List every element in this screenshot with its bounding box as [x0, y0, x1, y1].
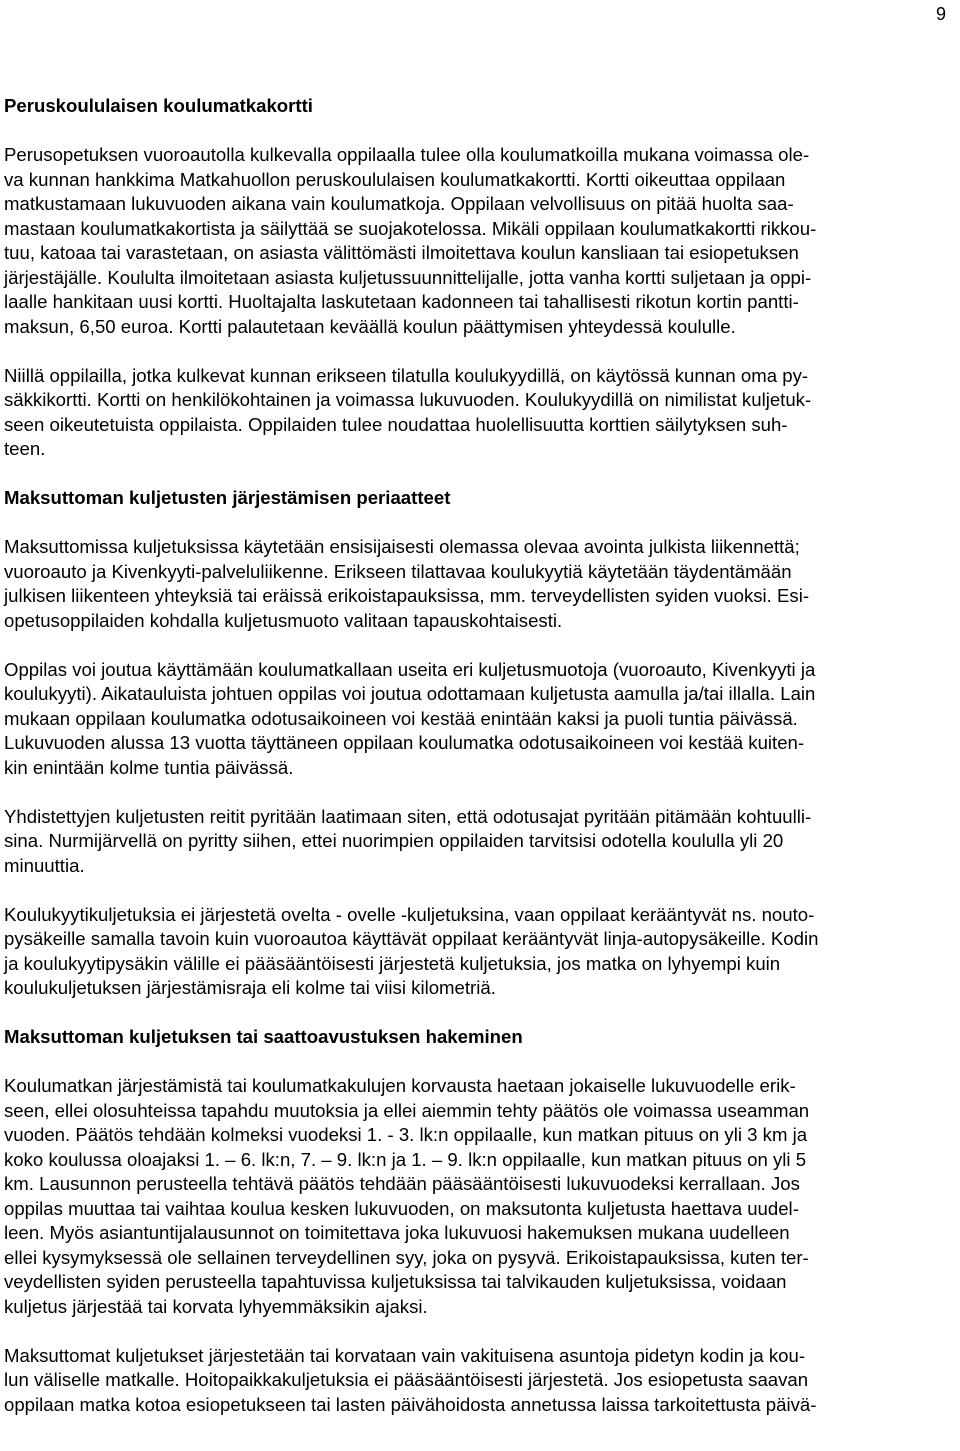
section-heading-hakeminen: Maksuttoman kuljetuksen tai saattoavustuksen hakeminen	[4, 1026, 523, 1047]
section-heading-periaatteet: Maksuttoman kuljetusten järjestämisen periaatteet	[4, 487, 451, 508]
paragraph-julkinen-liikenne: Maksuttomissa kuljetuksissa käytetään ensisijaisesti olemassa olevaa avointa julkista liikennettä; vuoroauto ja Kivenkyyti-palveluliikenne. Erikseen tilattavaa koulukyytiä käytetään täydentämään julkisen liikenteen yhteyksiä tai eräissä erikoistapauksissa, mm. terveydellisten syiden vuoksi. Esi- opetusoppilaiden kohdalla kuljetusmuoto valitaan tapauskohtaisesti.	[4, 536, 810, 631]
page-number: 9	[935, 4, 946, 24]
paragraph-vakituinen-koti: Maksuttomat kuljetukset järjestetään tai korvataan vain vakituisena asuntoja pidetyn kodin ja kou- lun väliselle matkalle. Hoitopaikkakuljetuksia ei pääsääntöisesti järjestetä. Jos esiopetusta saavan oppilaan matka kotoa esiopetukseen tai lasten päivähoidosta annetussa laissa tarkoitettusta päivä-	[4, 1344, 817, 1415]
paragraph-noutopysakit: Koulukyytikuljetuksia ei järjestetä ovelta - ovelle -kuljetuksina, vaan oppilaat kerääntyvät ns. nouto- pysäkeille samalla tavoin kuin vuoroautoa käyttävät oppilaat kerääntyvät linja-autopysäkeille. Kodin ja koulukyytipysäkin välille ei pääsääntöisesti järjestetä kuljetuksia, jos matka on lyhyempi kuin koulukuljetuksen järjestämisraja eli kolme tai viisi kilometriä.	[4, 903, 819, 998]
paragraph-yhdistetyt-kuljetukset: Yhdistettyjen kuljetusten reitit pyritään laatimaan siten, että odotusajat pyritään pitämään kohtuulli- sina. Nurmijärvellä on pyritty siihen, ettei nuorimpien oppilaiden tarvitsisi odotella koululla yli 20 minuuttia.	[4, 805, 812, 876]
paragraph-hakeminen: Koulumatkan järjestämistä tai koulumatkakulujen korvausta haetaan jokaiselle lukuvuodelle erik- seen, ellei olosuhteissa tapahdu muutoksia ja ellei aiemmin tehty päätös ole voimassa useamman vuoden. Päätös tehdään kolmeksi vuodeksi 1. - 3. lk:n oppilaalle, kun matkan pituus on yli 3 km ja koko koulussa oloajaksi 1. – 6. lk:n, 7. – 9. lk:n ja 1. – 9. lk:n oppilaalle, kun matkan pituus on yli 5 km. Lausunnon perusteella tehtävä päätös tehdään pääsääntöisesti lukuvuodeksi kerrallaan. Jos oppilas muuttaa tai vaihtaa koulua kesken lukuvuoden, on maksutonta kuljetusta haettava uudel- leen. Myös asiantuntijalausunnot on toimitettava joka lukuvuosi hakemuksen mukana uudelleen ellei kysymyksessä ole sellainen terveydellinen syy, joka on pysyvä. Erikoistapauksissa, kuten ter- veydellisten syiden perusteella tapahtuvissa kuljetuksissa tai talvikauden kuljetuksissa, voidaan kuljetus järjestää tai korvata lyhyemmäksikin ajaksi.	[4, 1075, 810, 1317]
section-heading-koulumatkakortti: Peruskoululaisen koulumatkakortti	[4, 95, 313, 116]
paragraph-pysakkikortti: Niillä oppilailla, jotka kulkevat kunnan erikseen tilatulla koulukyydillä, on käytössä kunnan oma py- säkkikortti. Kortti on henkilökohtainen ja voimassa lukuvuoden. Koulukyydillä on nimilistat kuljetuk- seen oikeutetuista oppilaista. Oppilaiden tulee noudattaa huolellisuutta korttien säilytyksen suh- teen.	[4, 364, 812, 459]
page-content	[4, 94, 952, 1417]
paragraph-koulumatkakortti: Perusopetuksen vuoroautolla kulkevalla oppilaalla tulee olla koulumatkoilla mukana voimassa ole- va kunnan hankkima Matkahuollon peruskoululaisen koulumatkakortti. Kortti oikeuttaa oppilaan matkustamaan lukuvuoden aikana vain koulumatkoja. Oppilaan velvollisuus on pitää huolta saa- mastaan koulumatkakortista ja säilyttää se suojakotelossa. Mikäli oppilaan koulumatkakortti rikkou- tuu, katoaa tai varastetaan, on asiasta välittömästi ilmoitettava koulun kansliaan tai esiopetuksen järjestäjälle. Koululta ilmoitetaan asiasta kuljetussuunnittelijalle, jotta vanha kortti suljetaan ja oppi- laalle hankitaan uusi kortti. Huoltajalta laskutetaan kadonneen tai tahallisesti rikotun kortin pantti- maksun, 6,50 euroa. Kortti palautetaan keväällä koulun päättymisen yhteydessä koululle.	[4, 144, 817, 337]
paragraph-odotusaika: Oppilas voi joutua käyttämään koulumatkallaan useita eri kuljetusmuotoja (vuoroauto, Kivenkyyti ja koulukyyti). Aikatauluista johtuen oppilas voi joutua odottamaan kuljetusta aamulla ja/tai illalla. Lain mukaan oppilaan koulumatka odotusaikoineen voi kestää enintään kaksi ja puoli tuntia päivässä. Lukuvuoden alussa 13 vuotta täyttäneen oppilaan koulumatka odotusaikoineen voi kestää kuiten- kin enintään kolme tuntia päivässä.	[4, 658, 816, 778]
